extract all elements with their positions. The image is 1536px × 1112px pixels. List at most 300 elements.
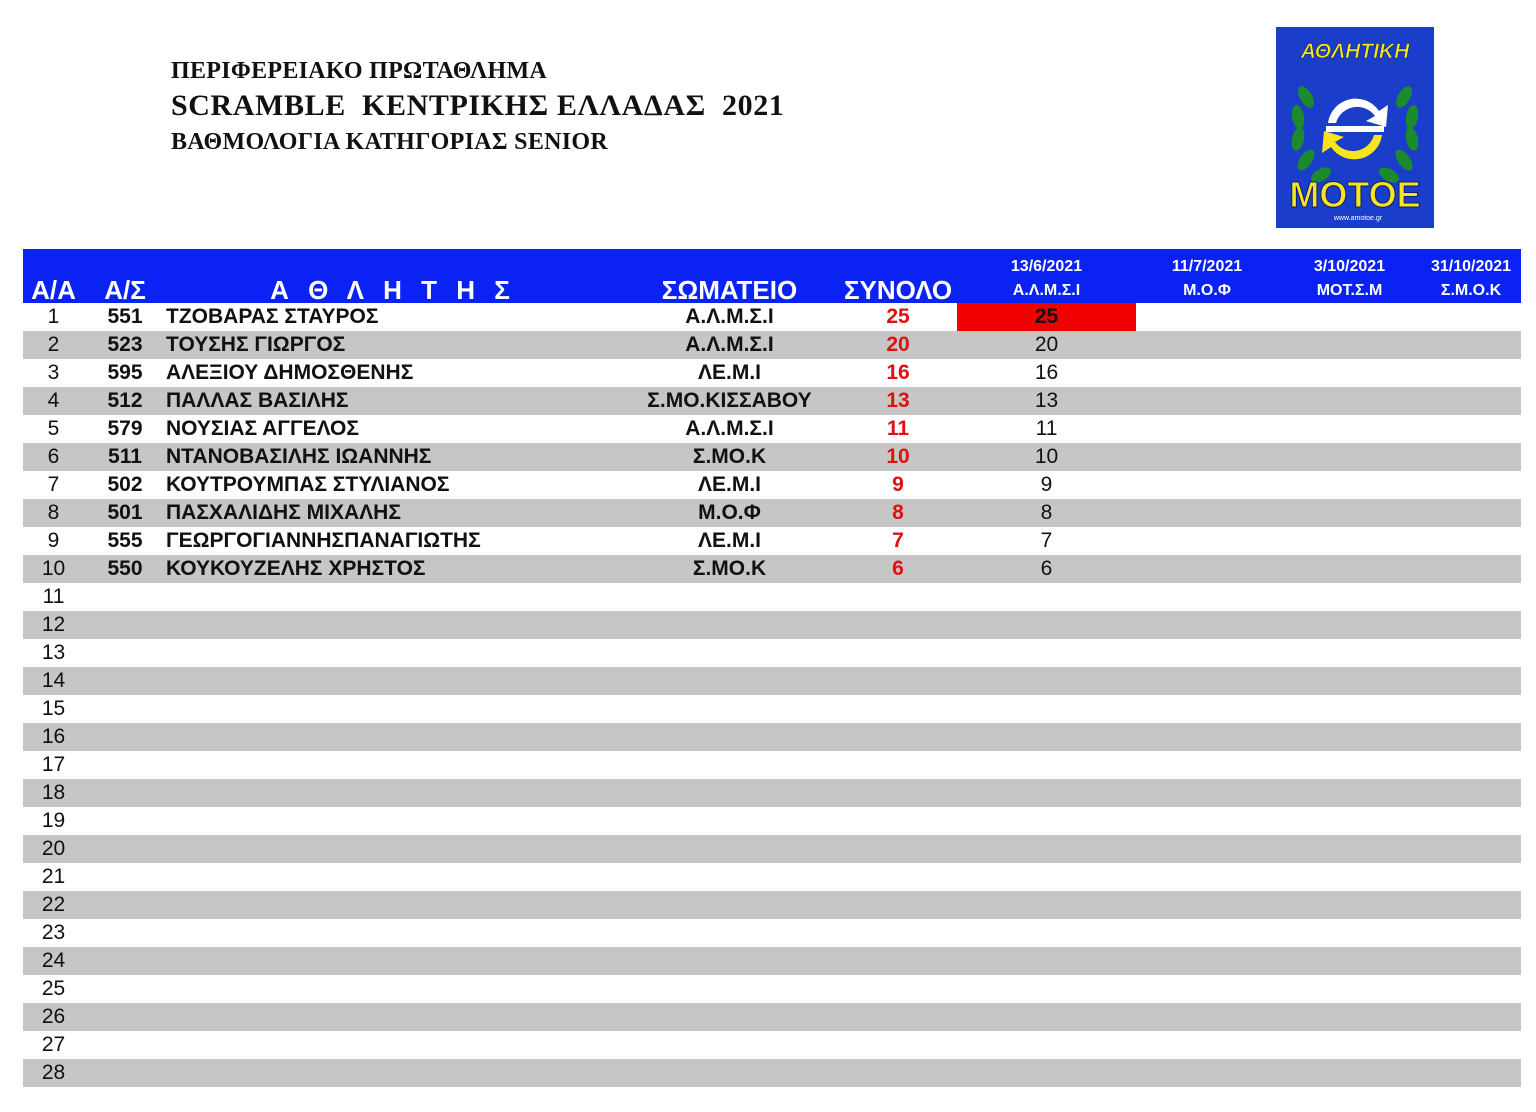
race-2-points-cell (1136, 1003, 1278, 1031)
header-race-3 (1278, 249, 1421, 303)
total-points-cell (839, 639, 957, 667)
table-row (23, 891, 1521, 919)
document-title-block (171, 56, 784, 158)
logo-url: www.amotoe.gr (1333, 215, 1383, 222)
race-1-points-cell (957, 835, 1136, 863)
race-2-points-cell (1136, 667, 1278, 695)
race-1-points-cell (957, 583, 1136, 611)
position-cell: 3 (47, 361, 60, 384)
race-number-cell (84, 835, 166, 863)
race-3-points-cell (1278, 583, 1421, 611)
table-row (23, 387, 1521, 415)
table-row (23, 499, 1521, 527)
club-cell: ΛΕ.Μ.Ι (697, 529, 761, 552)
position-cell: 4 (23, 387, 84, 415)
race-1-points-cell (957, 975, 1136, 1003)
table-row (23, 331, 1521, 359)
race-4-points-cell (1421, 891, 1521, 919)
race-4-points-cell (1421, 471, 1521, 499)
race-4-points-cell (1421, 359, 1521, 387)
race-1-points-cell: 10 (957, 443, 1136, 471)
total-points-cell (839, 1003, 957, 1031)
senior-standings-table (23, 249, 1521, 1087)
athlete-name-cell: ΚΟΥΚΟΥΖΕΛΗΣ ΧΡΗΣΤΟΣ (166, 555, 620, 583)
athlete-name-cell: ΝΟΥΣΙΑΣ ΑΓΓΕΛΟΣ (166, 417, 359, 440)
table-row (23, 639, 1521, 667)
athlete-name-cell (166, 863, 620, 891)
header-race-1 (957, 249, 1136, 303)
race-1-points-cell (957, 695, 1136, 723)
position-cell: 26 (23, 1003, 84, 1031)
race-4-points-cell (1421, 947, 1521, 975)
race-3-points-cell (1278, 415, 1421, 443)
race-number-cell (84, 947, 166, 975)
race-3-points-cell (1278, 359, 1421, 387)
race-3-points-cell (1278, 471, 1421, 499)
race-1-points-cell (957, 779, 1136, 807)
race-4-points-cell (1421, 527, 1521, 555)
race-number-cell: 512 (84, 387, 166, 415)
total-points-cell (839, 779, 957, 807)
race-3-points-cell (1278, 555, 1421, 583)
header-total: ΣΥΝΟΛΟ (839, 249, 957, 303)
total-points-cell: 11 (886, 417, 910, 440)
position-cell: 14 (23, 667, 84, 695)
race-1-points-cell (957, 611, 1136, 639)
race-3-points-cell (1278, 695, 1421, 723)
table-row (23, 779, 1521, 807)
race-2-points-cell (1136, 891, 1278, 919)
race-3-points-cell (1278, 1003, 1421, 1031)
club-cell (620, 1059, 839, 1087)
logo-bottom-text: ΜΟΤΟΕ (1289, 174, 1421, 215)
club-cell (620, 695, 839, 723)
race-number-cell: 550 (84, 555, 166, 583)
race-2-points-cell (1136, 611, 1278, 639)
table-row (23, 1059, 1521, 1087)
race-4-points-cell (1421, 779, 1521, 807)
race-2-points-cell (1136, 863, 1278, 891)
position-cell: 7 (47, 473, 60, 496)
total-points-cell (839, 947, 957, 975)
race-3-points-cell (1278, 639, 1421, 667)
club-cell (620, 1003, 839, 1031)
race-2-points-cell (1136, 471, 1278, 499)
club-cell: Α.Λ.Μ.Σ.Ι (620, 331, 839, 359)
table-row (23, 835, 1521, 863)
race-number-cell (84, 975, 166, 1003)
race-1-points-cell (957, 891, 1136, 919)
club-cell (620, 975, 839, 1003)
table-row (23, 975, 1521, 1003)
race-1-points-cell: 11 (1035, 417, 1058, 440)
table-row (23, 611, 1521, 639)
position-cell: 16 (23, 723, 84, 751)
race-2-points-cell (1136, 947, 1278, 975)
race-4-points-cell (1421, 975, 1521, 1003)
race-number-cell (84, 807, 166, 835)
header-as: Α/Σ (84, 249, 166, 303)
position-cell: 2 (23, 331, 84, 359)
position-cell: 9 (47, 529, 60, 552)
total-points-cell (839, 723, 957, 751)
total-points-cell: 13 (839, 387, 957, 415)
race-3-points-cell (1278, 779, 1421, 807)
club-cell: Σ.ΜΟ.ΚΙΣΣΑΒΟΥ (620, 387, 839, 415)
athlete-name-cell (166, 583, 620, 611)
race-3-points-cell (1278, 331, 1421, 359)
table-row (23, 443, 1521, 471)
total-points-cell (839, 863, 957, 891)
table-row (23, 555, 1521, 583)
race-2-points-cell (1136, 807, 1278, 835)
athlete-name-cell (166, 751, 620, 779)
race-3-points-cell (1278, 499, 1421, 527)
total-points-cell (839, 835, 957, 863)
athlete-name-cell (166, 695, 620, 723)
race-2-points-cell (1136, 1031, 1278, 1059)
race-4-points-cell (1421, 723, 1521, 751)
athlete-name-cell (166, 639, 620, 667)
race-3-points-cell (1278, 891, 1421, 919)
race-4-points-cell (1421, 331, 1521, 359)
race-3-points-cell (1278, 947, 1421, 975)
position-cell: 22 (23, 891, 84, 919)
club-cell (620, 751, 839, 779)
race-number-cell (84, 779, 166, 807)
table-row (23, 1003, 1521, 1031)
total-points-cell (839, 975, 957, 1003)
race-1-points-cell: 9 (1040, 473, 1053, 496)
total-points-cell: 6 (839, 555, 957, 583)
total-points-cell: 25 (886, 305, 910, 328)
race-1-points-cell (957, 639, 1136, 667)
race-1-points-cell (957, 947, 1136, 975)
position-cell: 10 (23, 555, 84, 583)
event-title: SCRAMBLE ΚΕΝΤΡΙΚΗΣ ΕΛΛΑΔΑΣ 2021 (171, 89, 785, 122)
athlete-name-cell (166, 947, 620, 975)
position-cell: 17 (41, 753, 66, 776)
race-number-cell: 595 (107, 361, 143, 384)
table-row (23, 415, 1521, 443)
category-title: ΒΑΘΜΟΛΟΓΙΑ ΚΑΤΗΓΟΡΙΑΣ SENIOR (171, 129, 609, 155)
race-number-cell: 523 (84, 331, 166, 359)
table-header-row (23, 249, 1521, 303)
athlete-name-cell (166, 779, 620, 807)
total-points-cell: 20 (839, 331, 957, 359)
race-2-points-cell (1136, 639, 1278, 667)
position-cell: 20 (23, 835, 84, 863)
club-cell (620, 639, 839, 667)
table-row (23, 359, 1521, 387)
total-points-cell (839, 583, 957, 611)
total-points-cell (839, 919, 957, 947)
race-number-cell: 579 (107, 417, 143, 440)
race-4-points-cell (1421, 835, 1521, 863)
race-3-points-cell (1278, 863, 1421, 891)
table-row (23, 1031, 1521, 1059)
total-points-cell: 16 (886, 361, 910, 384)
race-4-points-cell (1421, 919, 1521, 947)
race-number-cell (84, 891, 166, 919)
race-1-points-cell: 25 (957, 303, 1136, 331)
race-2-points-cell (1136, 835, 1278, 863)
club-cell: ΛΕ.Μ.Ι (697, 473, 761, 496)
race-3-points-cell (1278, 723, 1421, 751)
table-row (23, 303, 1521, 331)
position-cell: 25 (41, 977, 66, 1000)
race-3-points-cell (1278, 835, 1421, 863)
position-cell: 18 (23, 779, 84, 807)
race-club: Μ.Ο.Φ (1183, 282, 1231, 299)
athlete-name-cell (166, 891, 620, 919)
table-row (23, 723, 1521, 751)
position-cell: 27 (41, 1033, 66, 1056)
race-3-points-cell (1278, 527, 1421, 555)
club-cell (620, 667, 839, 695)
race-4-points-cell (1421, 1059, 1521, 1087)
amotoe-logo (1276, 27, 1434, 228)
race-1-points-cell: 16 (1034, 361, 1059, 384)
total-points-cell (839, 611, 957, 639)
race-2-points-cell (1136, 499, 1278, 527)
position-cell: 24 (23, 947, 84, 975)
total-points-cell (839, 1059, 957, 1087)
race-2-points-cell (1136, 975, 1278, 1003)
race-number-cell (84, 751, 166, 779)
position-cell: 8 (23, 499, 84, 527)
logo-top-text: ΑΘΛΗΤΙΚΗ (1300, 40, 1410, 63)
position-cell: 6 (23, 443, 84, 471)
race-4-points-cell (1421, 583, 1521, 611)
race-1-points-cell (957, 1003, 1136, 1031)
table-row (23, 527, 1521, 555)
race-1-points-cell (957, 807, 1136, 835)
position-cell: 19 (41, 809, 66, 832)
race-number-cell (84, 639, 166, 667)
total-points-cell (839, 807, 957, 835)
race-2-points-cell (1136, 527, 1278, 555)
race-number-cell: 502 (107, 473, 143, 496)
race-1-points-cell: 13 (957, 387, 1136, 415)
race-3-points-cell (1278, 443, 1421, 471)
race-3-points-cell (1278, 751, 1421, 779)
race-4-points-cell (1421, 751, 1521, 779)
race-4-points-cell (1421, 1031, 1521, 1059)
championship-title: ΠΕΡΙΦΕΡΕΙΑΚΟ ΠΡΩΤΑΘΛΗΜΑ (171, 58, 548, 84)
race-club: ΜΟΤ.Σ.Μ (1316, 282, 1383, 299)
club-cell (620, 807, 839, 835)
table-row (23, 863, 1521, 891)
athlete-name-cell: ΤΟΥΣΗΣ ΓΙΩΡΓΟΣ (166, 331, 620, 359)
race-1-points-cell (957, 1031, 1136, 1059)
position-cell: 11 (42, 585, 65, 608)
race-3-points-cell (1278, 1031, 1421, 1059)
athlete-name-cell (166, 807, 620, 835)
race-date: 11/7/2021 (1171, 258, 1243, 275)
total-points-cell (839, 891, 957, 919)
athlete-name-cell: ΠΑΣΧΑΛΙΔΗΣ ΜΙΧΑΛΗΣ (166, 499, 620, 527)
race-4-points-cell (1421, 1003, 1521, 1031)
total-points-cell: 10 (839, 443, 957, 471)
race-4-points-cell (1421, 863, 1521, 891)
race-4-points-cell (1421, 695, 1521, 723)
race-number-cell: 501 (84, 499, 166, 527)
athlete-name-cell: ΤΖΟΒΑΡΑΣ ΣΤΑΥΡΟΣ (166, 305, 379, 328)
race-4-points-cell (1421, 667, 1521, 695)
position-cell: 15 (41, 697, 66, 720)
total-points-cell (839, 751, 957, 779)
race-4-points-cell (1421, 611, 1521, 639)
position-cell: 5 (47, 417, 60, 440)
header-race-2 (1136, 249, 1278, 303)
total-points-cell (839, 695, 957, 723)
athlete-name-cell (166, 1059, 620, 1087)
athlete-name-cell: ΠΑΛΛΑΣ ΒΑΣΙΛΗΣ (166, 387, 620, 415)
race-1-points-cell (957, 1059, 1136, 1087)
race-number-cell: 551 (107, 305, 143, 328)
club-cell (620, 723, 839, 751)
race-number-cell (84, 1003, 166, 1031)
position-cell: 21 (41, 865, 66, 888)
race-3-points-cell (1278, 303, 1421, 331)
race-4-points-cell (1421, 303, 1521, 331)
race-3-points-cell (1278, 667, 1421, 695)
header-race-4 (1421, 249, 1521, 303)
club-cell: Α.Λ.Μ.Σ.Ι (685, 305, 774, 328)
race-number-cell: 555 (107, 529, 143, 552)
athlete-name-cell: ΑΛΕΞΙΟΥ ΔΗΜΟΣΘΕΝΗΣ (166, 361, 414, 384)
race-3-points-cell (1278, 387, 1421, 415)
race-1-points-cell: 8 (957, 499, 1136, 527)
athlete-name-cell: ΚΟΥΤΡΟΥΜΠΑΣ ΣΤΥΛΙΑΝΟΣ (166, 473, 450, 496)
club-cell (620, 1031, 839, 1059)
table-row (23, 947, 1521, 975)
race-1-points-cell (957, 919, 1136, 947)
race-number-cell (84, 863, 166, 891)
club-cell (620, 919, 839, 947)
table-row (23, 583, 1521, 611)
race-3-points-cell (1278, 1059, 1421, 1087)
race-number-cell (84, 1059, 166, 1087)
athlete-name-cell (166, 975, 620, 1003)
club-cell (620, 891, 839, 919)
header-aa: Α/Α (23, 249, 84, 303)
race-4-points-cell (1421, 443, 1521, 471)
athlete-name-cell: ΝΤΑΝΟΒΑΣΙΛΗΣ ΙΩΑΝΝΗΣ (166, 443, 620, 471)
table-row (23, 919, 1521, 947)
race-1-points-cell (957, 667, 1136, 695)
race-3-points-cell (1278, 975, 1421, 1003)
race-1-points-cell (957, 723, 1136, 751)
race-2-points-cell (1136, 1059, 1278, 1087)
table-row (23, 695, 1521, 723)
race-2-points-cell (1136, 695, 1278, 723)
race-1-points-cell: 7 (1040, 529, 1053, 552)
race-2-points-cell (1136, 555, 1278, 583)
race-3-points-cell (1278, 611, 1421, 639)
race-1-points-cell: 20 (957, 331, 1136, 359)
race-3-points-cell (1278, 919, 1421, 947)
position-cell: 13 (41, 641, 66, 664)
athlete-name-cell (166, 611, 620, 639)
race-1-points-cell (957, 751, 1136, 779)
club-cell (620, 583, 839, 611)
race-2-points-cell (1136, 583, 1278, 611)
athlete-name-cell (166, 919, 620, 947)
race-number-cell (84, 583, 166, 611)
race-1-points-cell: 6 (957, 555, 1136, 583)
club-cell: ΛΕ.Μ.Ι (697, 361, 761, 384)
race-2-points-cell (1136, 751, 1278, 779)
race-date: 3/10/2021 (1313, 258, 1386, 275)
table-row (23, 807, 1521, 835)
race-4-points-cell (1421, 415, 1521, 443)
athlete-name-cell: ΓΕΩΡΓΟΓΙΑΝΝΗΣΠΑΝΑΓΙΩΤΗΣ (166, 529, 481, 552)
race-2-points-cell (1136, 359, 1278, 387)
race-4-points-cell (1421, 387, 1521, 415)
race-2-points-cell (1136, 415, 1278, 443)
race-2-points-cell (1136, 303, 1278, 331)
club-cell: Σ.ΜΟ.Κ (620, 555, 839, 583)
race-2-points-cell (1136, 779, 1278, 807)
race-number-cell (84, 667, 166, 695)
position-cell: 12 (23, 611, 84, 639)
table-row (23, 471, 1521, 499)
race-date: 13/6/2021 (1010, 258, 1083, 275)
race-1-points-cell (957, 863, 1136, 891)
athlete-name-cell (166, 1031, 620, 1059)
race-4-points-cell (1421, 639, 1521, 667)
club-cell (620, 779, 839, 807)
race-number-cell (84, 695, 166, 723)
total-points-cell: 9 (892, 473, 904, 496)
club-cell (620, 863, 839, 891)
race-2-points-cell (1136, 443, 1278, 471)
race-2-points-cell (1136, 387, 1278, 415)
position-cell: 28 (23, 1059, 84, 1087)
race-number-cell (84, 611, 166, 639)
race-3-points-cell (1278, 807, 1421, 835)
race-4-points-cell (1421, 807, 1521, 835)
race-2-points-cell (1136, 331, 1278, 359)
club-cell (620, 611, 839, 639)
athlete-name-cell (166, 1003, 620, 1031)
race-number-cell (84, 919, 166, 947)
header-athlete: Α Θ Λ Η Τ Η Σ (166, 249, 620, 303)
total-points-cell: 8 (839, 499, 957, 527)
race-4-points-cell (1421, 499, 1521, 527)
club-cell: Σ.ΜΟ.Κ (620, 443, 839, 471)
race-4-points-cell (1421, 555, 1521, 583)
race-number-cell (84, 1031, 166, 1059)
total-points-cell: 7 (892, 529, 904, 552)
club-cell: Α.Λ.Μ.Σ.Ι (685, 417, 774, 440)
club-cell (620, 835, 839, 863)
table-row (23, 751, 1521, 779)
club-cell: Μ.Ο.Φ (620, 499, 839, 527)
header-club: ΣΩΜΑΤΕΙΟ (620, 249, 839, 303)
race-2-points-cell (1136, 723, 1278, 751)
race-2-points-cell (1136, 919, 1278, 947)
race-number-cell (84, 723, 166, 751)
athlete-name-cell (166, 667, 620, 695)
race-club: Α.Λ.Μ.Σ.Ι (1012, 282, 1081, 299)
race-date: 31/10/2021 (1430, 258, 1512, 275)
club-cell (620, 947, 839, 975)
athlete-name-cell (166, 723, 620, 751)
position-cell: 1 (47, 305, 60, 328)
